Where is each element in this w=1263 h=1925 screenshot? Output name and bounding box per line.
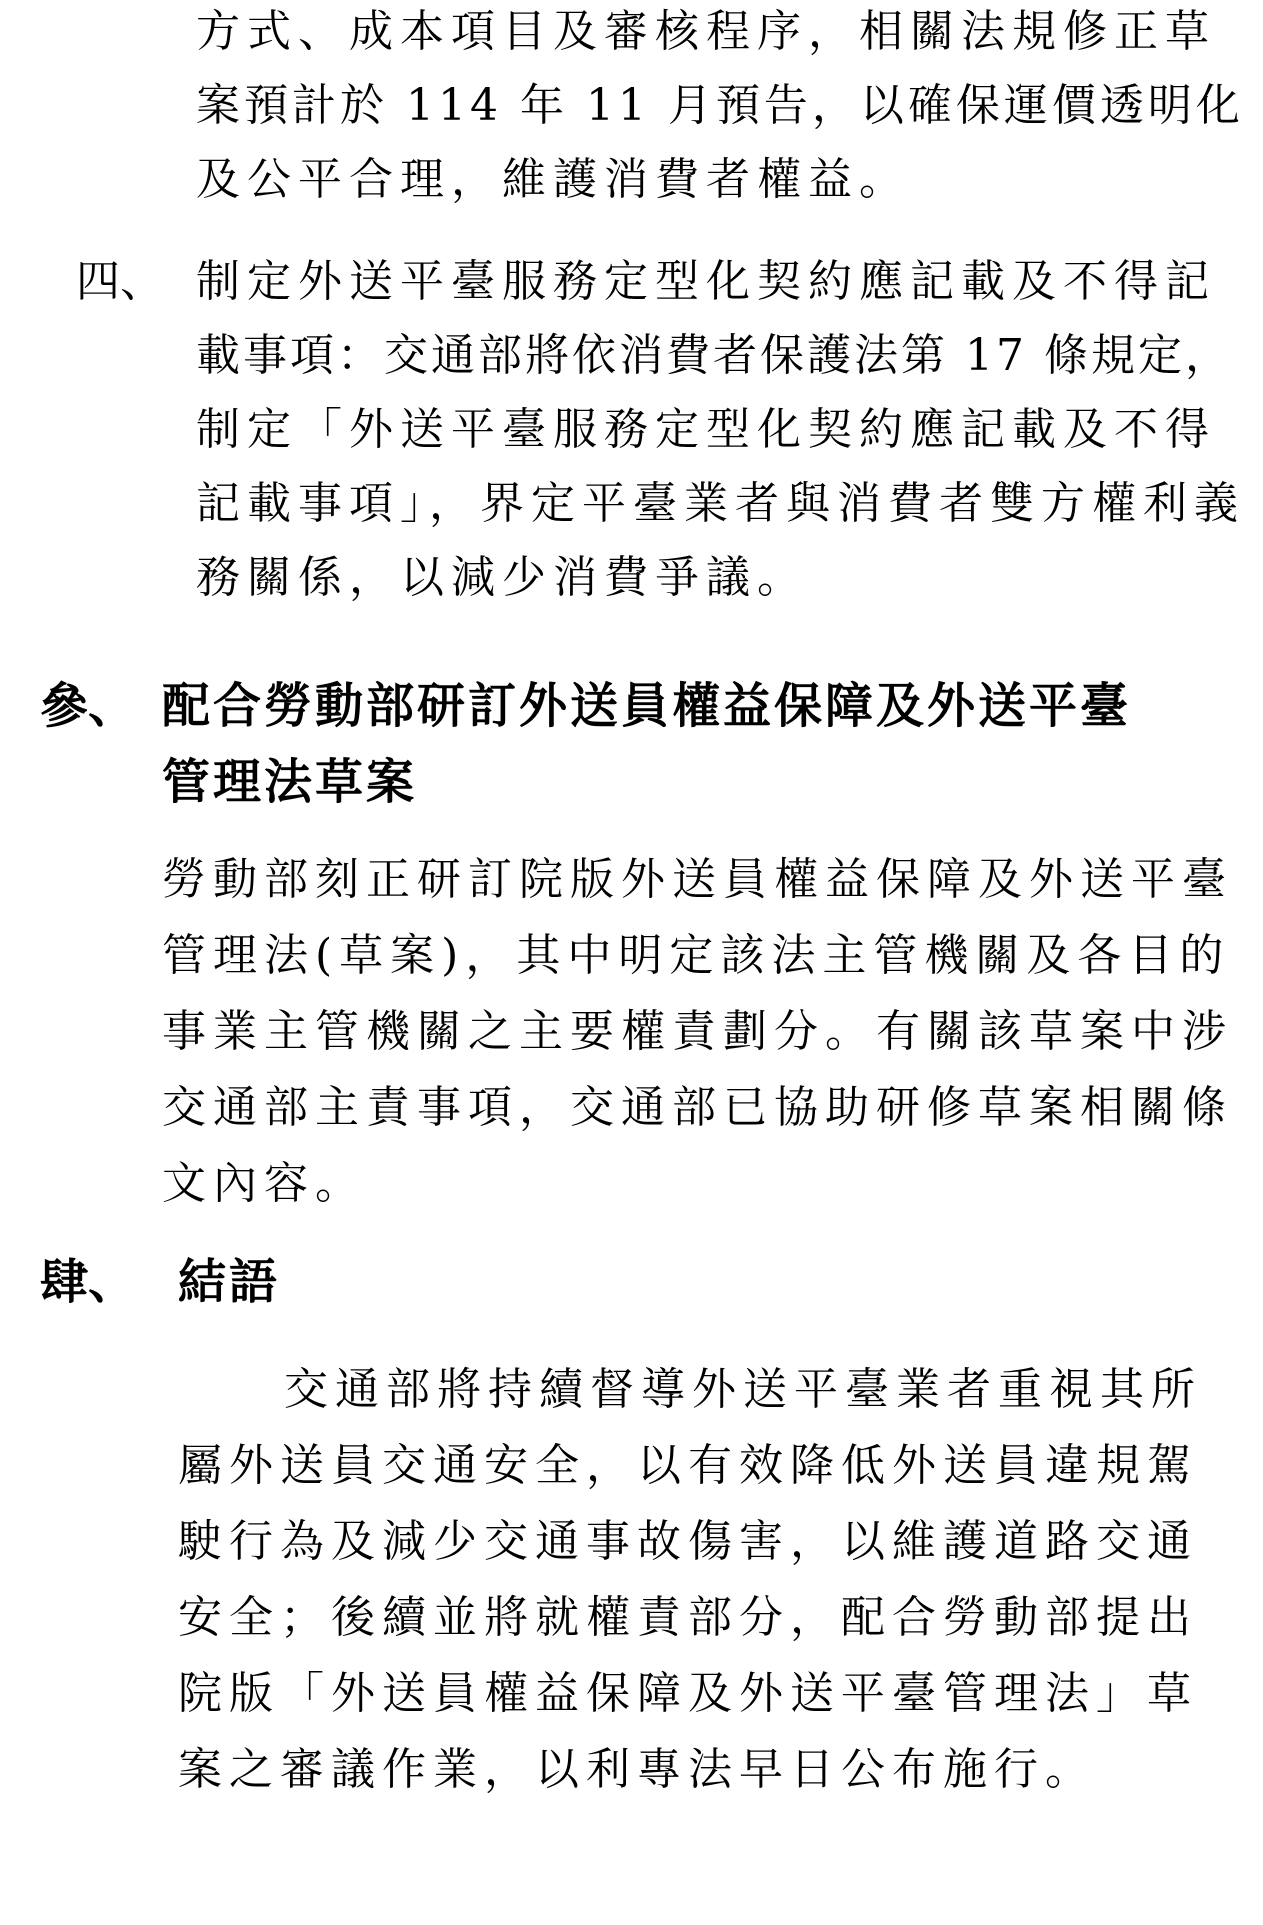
section-marker: 參、	[40, 678, 137, 734]
paragraph-line: 屬外送員交通安全，以有效降低外送員違規駕	[178, 1440, 1198, 1491]
paragraph-line: 方式、成本項目及審核程序，相關法規修正草	[196, 6, 1216, 57]
section-title-line: 配合勞動部研訂外送員權益保障及外送平臺	[162, 678, 1132, 734]
item-marker: 四、	[76, 256, 164, 307]
section-title: 結語	[178, 1254, 281, 1310]
paragraph-line: 院版「外送員權益保障及外送平臺管理法」草	[178, 1668, 1198, 1719]
paragraph-line: 務關係，以減少消費爭議。	[196, 552, 808, 603]
section-title-line: 管理法草案	[162, 754, 418, 810]
paragraph-line: 及公平合理，維護消費者權益。	[196, 154, 910, 205]
paragraph-line: 管理法(草案)，其中明定該法主管機關及各目的	[162, 930, 1231, 981]
paragraph-line: 事業主管機關之主要權責劃分。有關該草案中涉	[162, 1006, 1233, 1057]
paragraph-line: 載事項：交通部將依消費者保護法第 17 條規定，	[196, 330, 1232, 381]
paragraph-line: 案預計於 114 年 11 月預告，以確保運價透明化	[196, 80, 1244, 131]
paragraph-line: 案之審議作業，以利專法早日公布施行。	[178, 1744, 1096, 1795]
paragraph-line: 駛行為及減少交通事故傷害，以維護道路交通	[178, 1516, 1198, 1567]
paragraph-line: 記載事項」，界定平臺業者與消費者雙方權利義	[196, 478, 1245, 529]
paragraph-line: 文內容。	[162, 1158, 366, 1209]
paragraph-line: 安全；後續並將就權責部分，配合勞動部提出	[178, 1592, 1198, 1643]
paragraph-line: 制定外送平臺服務定型化契約應記載及不得記	[196, 256, 1216, 307]
section-marker: 肆、	[40, 1254, 137, 1310]
paragraph-line: 交通部主責事項，交通部已協助研修草案相關條	[162, 1082, 1233, 1133]
paragraph-line: 勞動部刻正研訂院版外送員權益保障及外送平臺	[162, 854, 1233, 905]
paragraph-line: 交通部將持續督導外送平臺業者重視其所	[284, 1364, 1202, 1415]
paragraph-line: 制定「外送平臺服務定型化契約應記載及不得	[196, 404, 1216, 455]
